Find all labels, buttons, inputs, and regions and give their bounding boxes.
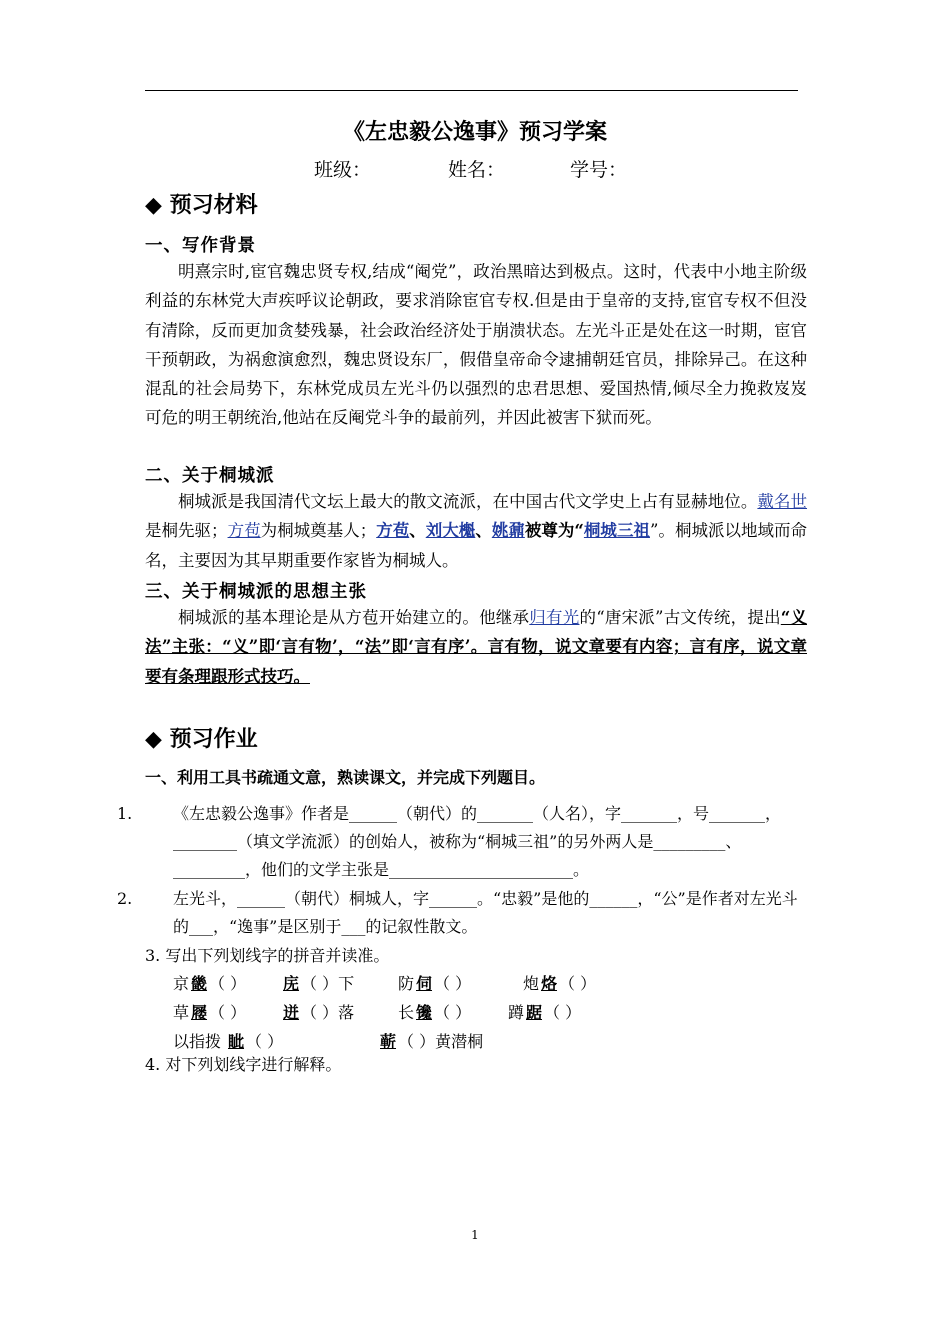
homework-instruction: 一、利用工具书疏通文意，熟读课文，并完成下列题目。 <box>145 768 546 787</box>
yifa-principle: “义法”主张：“义”即‘言有物’，“法”即‘言有序’。言有物，说文章要有内容；言有序，说文章要有条理跟形式技巧。 <box>145 608 808 686</box>
link-liu-dakui[interactable]: 刘大櫆 <box>425 521 476 541</box>
subheading-ideas: 三、关于桐城派的思想主张 <box>145 582 367 602</box>
section-heading-homework: ◆ 预习作业 <box>145 727 258 752</box>
tongcheng-paragraph: 桐城派是我国清代文坛上最大的散文流派，在中国古代文学史上占有显赫地位。戴名世是桐先驱；方苞为桐城奠基人；方苞、刘大櫆、姚鼐被尊为“桐城三祖”。桐城派以地域而命名，主要因为其早期重要作家皆为桐城人。 <box>145 492 808 570</box>
ideas-paragraph: 桐城派的基本理论是从方苞开始建立的。他继承归有光的“唐宋派”古文传统，提出“义法”主张：“义”即‘言有物’，“法”即‘言有序’。言有物，说文章要有内容；言有序，说文章要有条理跟形式技巧。 <box>145 608 808 686</box>
link-fang-bao[interactable]: 方苞 <box>227 521 261 541</box>
header-rule <box>145 90 798 91</box>
link-tongcheng-sanzu[interactable]: 桐城三祖 <box>583 521 650 541</box>
page-number: 1 <box>471 1228 479 1242</box>
document-page: 《左忠毅公逸事》预习学案 班级： 姓名： 学号： ◆ 预习材料 一、写作背景 明熹宗时,宦官魏忠贤专权,结成“阉党”，政治黑暗达到极点。这时，代表中小地主阶级利益的东林党大声疾呼议论朝政，要求消除宦官专权.但是由于皇帝的支持,宦官专权不但没有清除，反而更加贪婪残暴，社会政治经济处于崩溃状态。左光斗正是处在这一时期，宦官干预朝政，为祸愈演愈烈，魏忠贤设东厂，假借皇帝命令逮捕朝廷官员，排除异己。在这种混乱的社会局势下，东林党成员左光斗仍以强烈的忠君思想、爱国热情,倾尽全力挽救岌岌可危的明王朝统治,他站在反阉党斗争的最前列，并因此被害下狱而死。 二、关于桐城派 桐城派是我国清代文坛上最大的散文流派，在中国古代文学史上占有显赫地位。戴名世是桐先驱；方苞为桐城奠基人；方苞、刘大櫆、姚鼐被尊为“桐城三祖”。桐城派以地域而命名，主要因为其早期重要作家皆为桐城人。 三、关于桐城派的思想主张 桐城派的基本理论是从方苞开始建立的。他继承归有光的“唐宋派”古文传统，提出“义法”主张：“义”即‘言有物’，“法”即‘言有序’。言有物，说文章要有内容；言有序，说文章要有条理跟形式技巧。 ◆ 预习作业 一、利用工具书疏通文意，熟读课文，并完成下列题目。 1. 《左忠毅公逸事》作者是______（朝代）的_______（人名），字_______，号_______，________（填文学流派）的创始人，被称为“桐城三祖”的另外两人是_________、_________，他们的文学主张是_______________________。 2. 左光斗，______（朝代）桐城人，字______。“忠毅”是他的______，“公”是作者对左光斗的___，“逸事”是区别于___的记叙性散文。 3. 写出下列划线字的拼音并读准。 京 畿 （ ） 庑 （ ）下 防 伺 （ ） 炮 烙 （ ） 草 屦 （ ） 迸 （ ）落 长 镵 （ ） 蹲 踞 （ ） 以指拨 眦 （ ） 蕲 （ ）黄潜桐 4. 对下列划线字进行解释。 1 <box>0 0 950 1344</box>
page-title: 《左忠毅公逸事》预习学案 <box>342 120 607 145</box>
class-label: 班级： <box>314 159 372 181</box>
question-4: 4. 对下列划线字进行解释。 <box>145 1055 342 1074</box>
link-fang-bao-bold[interactable]: 方苞 <box>376 521 410 541</box>
question-2: 2. 左光斗，______（朝代）桐城人，字______。“忠毅”是他的______，“公”是作者对左光斗的___，“逸事”是区别于___的记叙性散文。 <box>117 889 798 936</box>
section-heading-materials: ◆ 预习材料 <box>145 193 258 218</box>
link-yao-nai[interactable]: 姚鼐 <box>491 521 525 541</box>
subheading-tongcheng: 二、关于桐城派 <box>145 466 275 486</box>
question-1: 1. 《左忠毅公逸事》作者是______（朝代）的_______（人名），字_______，号_______，________（填文学流派）的创始人，被称为“桐城三祖”的另外两人是_________、_________，他们的文学主张是_______________________。 <box>117 804 782 879</box>
link-gui-youguang[interactable]: 归有光 <box>529 608 580 627</box>
student-id-label: 学号： <box>570 159 628 181</box>
background-paragraph: 明熹宗时,宦官魏忠贤专权,结成“阉党”，政治黑暗达到极点。这时，代表中小地主阶级利益的东林党大声疾呼议论朝政，要求消除宦官专权.但是由于皇帝的支持,宦官专权不但没有清除，反而更加贪婪残暴，社会政治经济处于崩溃状态。左光斗正是处在这一时期，宦官干预朝政，为祸愈演愈烈，魏忠贤设东厂，假借皇帝命令逮捕朝廷官员，排除异己。在这种混乱的社会局势下，东林党成员左光斗仍以强烈的忠君思想、爱国热情,倾尽全力挽救岌岌可危的明王朝统治,他站在反阉党斗争的最前列，并因此被害下狱而死。 <box>145 262 807 428</box>
subheading-background: 一、写作背景 <box>145 236 256 256</box>
question-3: 3. 写出下列划线字的拼音并读准。 <box>145 946 390 965</box>
link-dai-mingshi[interactable]: 戴名世 <box>757 492 808 511</box>
name-label: 姓名： <box>448 159 506 181</box>
